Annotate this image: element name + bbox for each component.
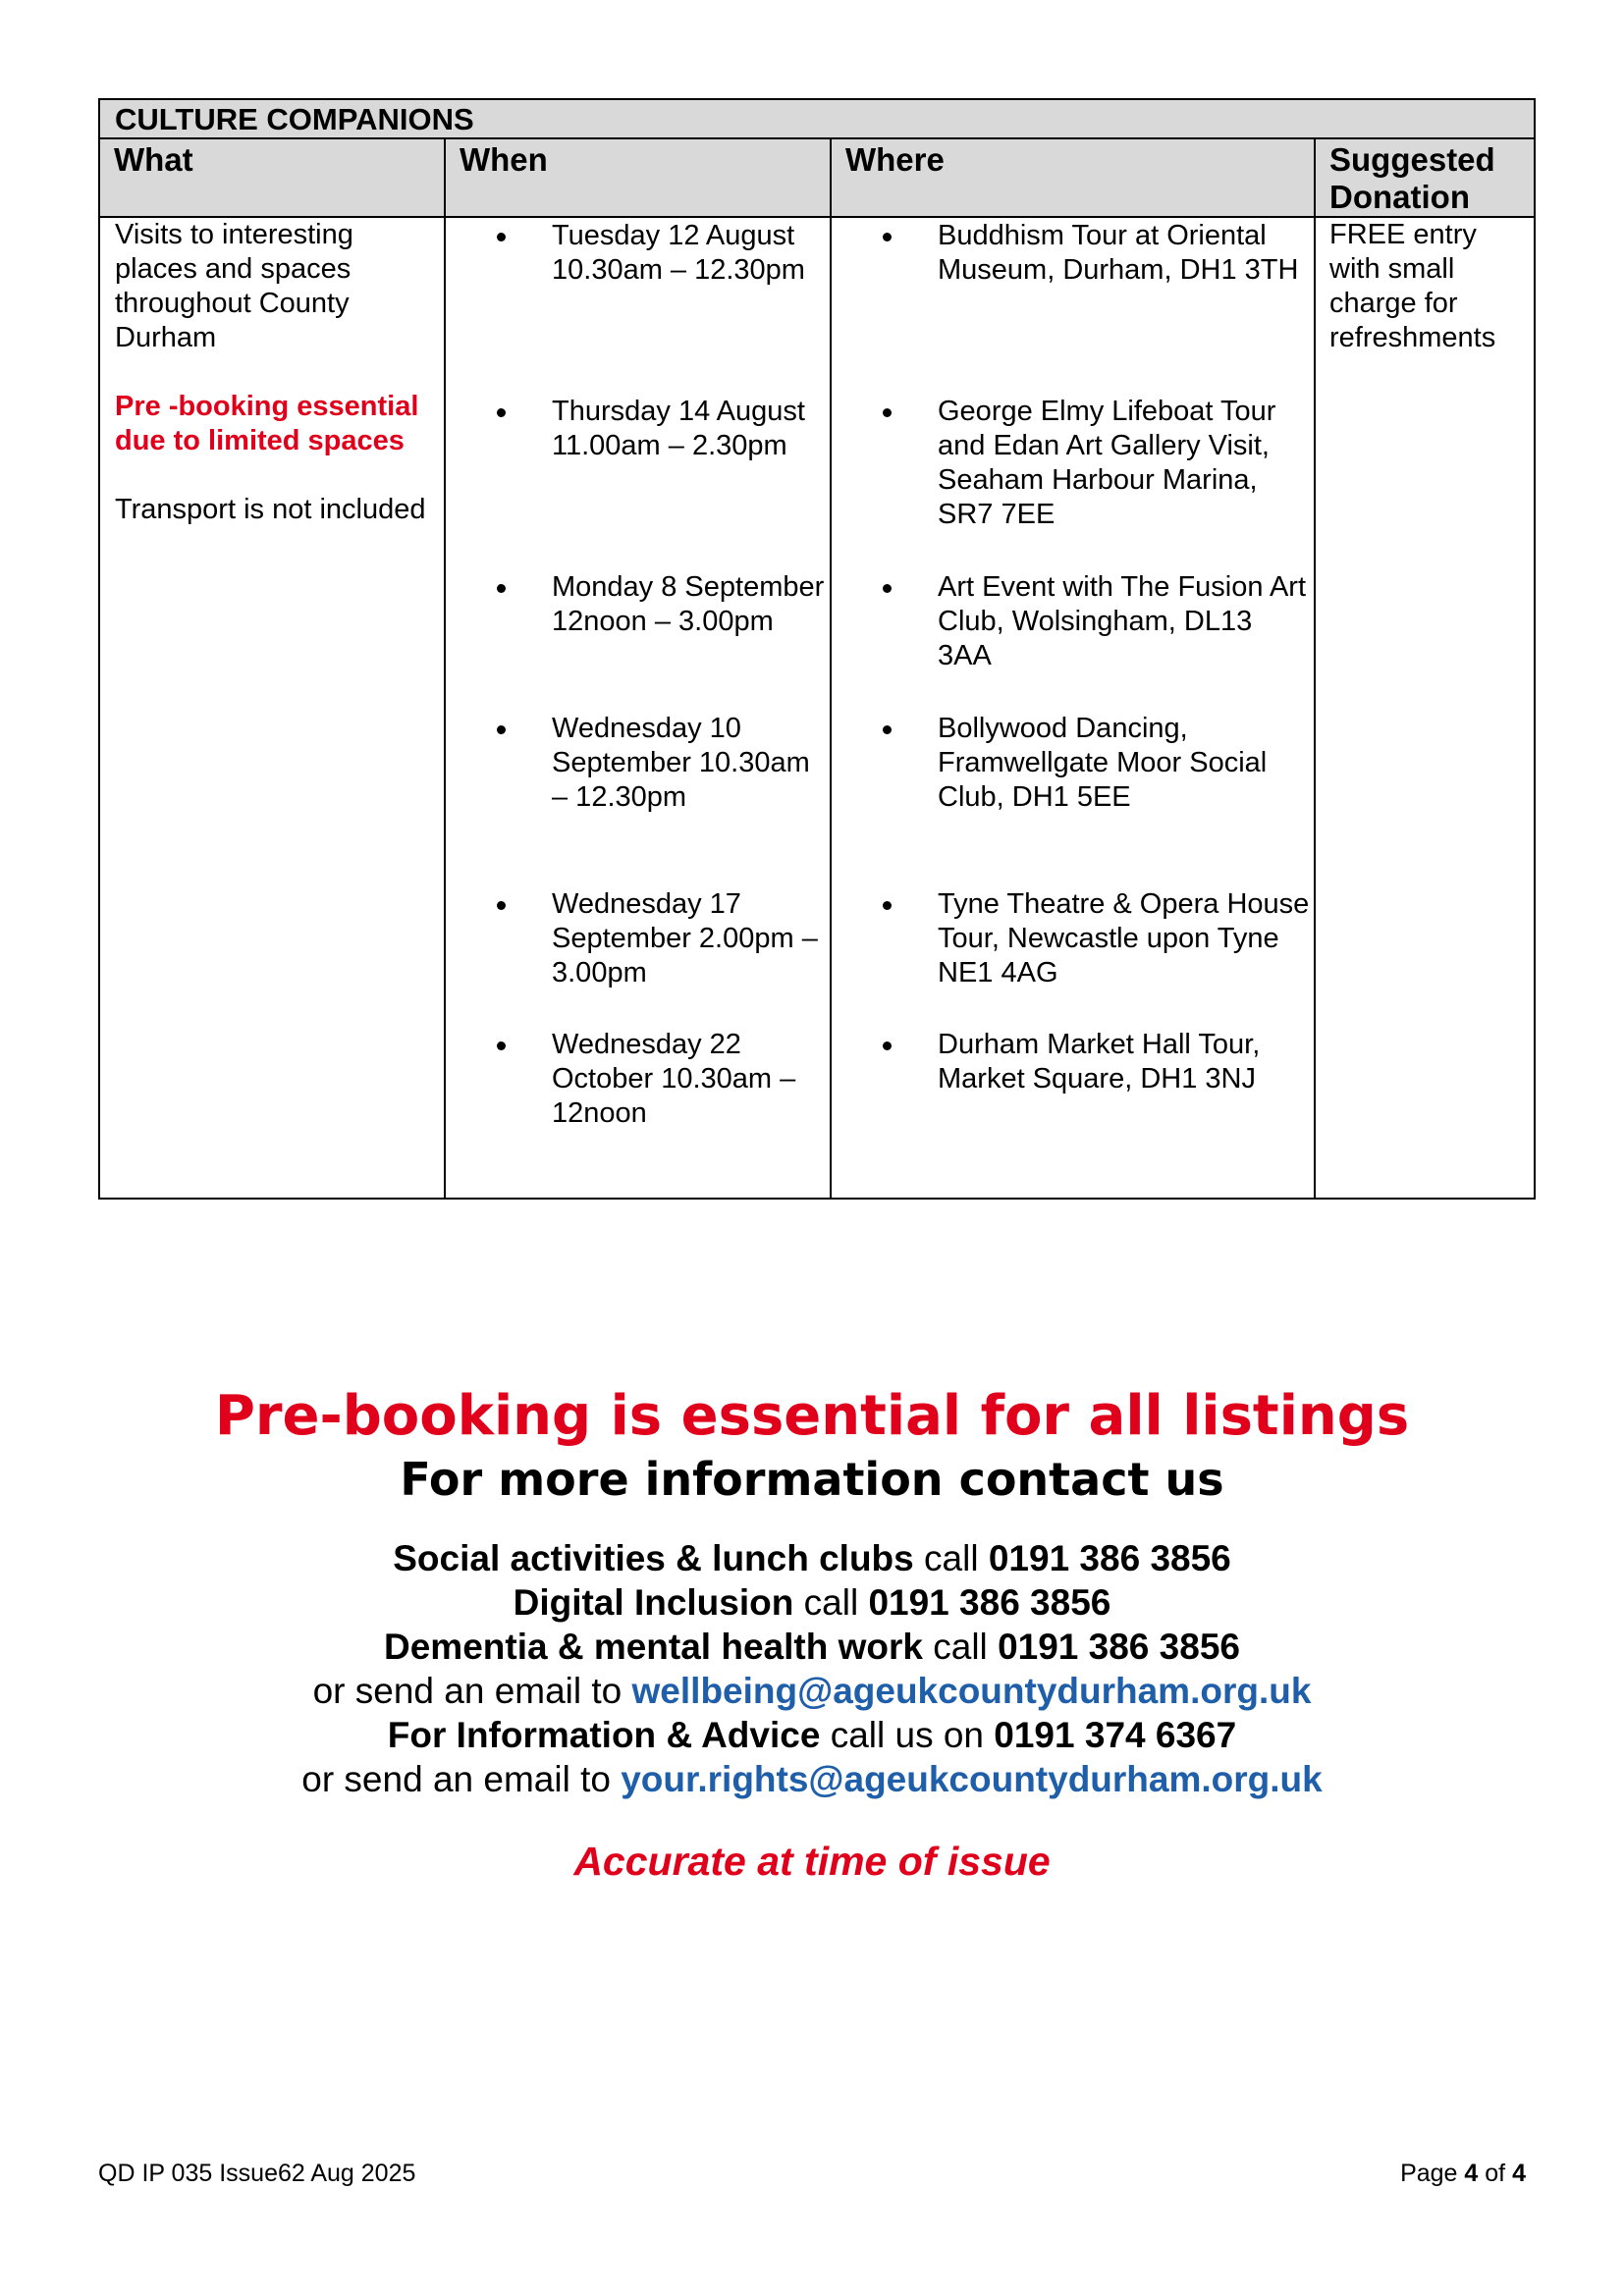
contact-line-info: For Information & Advice call us on 0191 374 6367 <box>387 1715 1237 1755</box>
list-item: George Elmy Lifeboat Tour and Edan Art Gallery Visit, Seaham Harbour Marina, SR7 7EE <box>832 395 1311 532</box>
contact-line-email2: or send an email to your.rights@ageukcountydurham.org.uk <box>301 1759 1323 1799</box>
contact-subheadline: For more information contact us <box>400 1453 1224 1506</box>
list-item: Wednesday 22 October 10.30am – 12noon <box>446 1028 827 1131</box>
contact-line-email1: or send an email to wellbeing@ageukcountydurham.org.uk <box>312 1671 1312 1711</box>
bullet-icon <box>883 725 892 734</box>
list-item: Durham Market Hall Tour, Market Square, DH1 3NJ <box>832 1028 1311 1096</box>
prebooking-headline: Pre-booking is essential for all listings <box>214 1384 1410 1448</box>
bullet-icon <box>497 901 506 910</box>
column-divider <box>1314 139 1316 1198</box>
bullet-icon <box>497 1041 506 1050</box>
header-donation: Suggested Donation <box>1316 139 1534 218</box>
donation-cell: FREE entry with small charge for refreshments <box>1329 219 1496 353</box>
table-title: CULTURE COMPANIONS <box>100 100 1534 139</box>
header-what: What <box>100 139 446 218</box>
list-item: Art Event with The Fusion Art Club, Wolsingham, DL13 3AA <box>832 570 1311 673</box>
contact-line-dementia: Dementia & mental health work call 0191 386 3856 <box>384 1627 1240 1667</box>
list-item: Thursday 14 August 11.00am – 2.30pm <box>446 395 827 463</box>
what-cell <box>115 218 429 561</box>
header-when: When <box>446 139 832 218</box>
list-item: Monday 8 September 12noon – 3.00pm <box>446 570 827 639</box>
wellbeing-email-link[interactable]: wellbeing@ageukcountydurham.org.uk <box>631 1671 1312 1711</box>
list-item: Tuesday 12 August 10.30am – 12.30pm <box>446 219 827 288</box>
bullet-icon <box>883 233 892 241</box>
bullet-icon <box>497 725 506 734</box>
accuracy-note: Accurate at time of issue <box>573 1839 1051 1884</box>
contact-block <box>0 1536 1624 1801</box>
culture-companions-table <box>98 98 1536 1200</box>
list-item: Buddhism Tour at Oriental Museum, Durham, DH1 3TH <box>832 219 1311 288</box>
contact-line-social: Social activities & lunch clubs call 0191 386 3856 <box>393 1538 1231 1578</box>
booking-note: Pre -booking essential due to limited spaces <box>115 391 419 456</box>
transport-note: Transport is not included <box>115 494 426 525</box>
list-item: Wednesday 10 September 10.30am – 12.30pm <box>446 712 827 815</box>
list-item: Bollywood Dancing, Framwellgate Moor Social Club, DH1 5EE <box>832 712 1311 815</box>
page-number: Page 4 of 4 <box>1400 2160 1526 2187</box>
list-item: Wednesday 17 September 2.00pm – 3.00pm <box>446 887 827 990</box>
bullet-icon <box>497 584 506 593</box>
bullet-icon <box>883 584 892 593</box>
rights-email-link[interactable]: your.rights@ageukcountydurham.org.uk <box>621 1759 1323 1799</box>
bullet-icon <box>883 408 892 417</box>
bullet-icon <box>883 901 892 910</box>
bullet-icon <box>497 233 506 241</box>
list-item: Tyne Theatre & Opera House Tour, Newcastle upon Tyne NE1 4AG <box>832 887 1311 990</box>
contact-line-digital: Digital Inclusion call 0191 386 3856 <box>513 1582 1111 1623</box>
doc-reference: QD IP 035 Issue62 Aug 2025 <box>98 2160 416 2187</box>
header-where: Where <box>832 139 1316 218</box>
bullet-icon <box>883 1041 892 1050</box>
what-description: Visits to interesting places and spaces throughout County Durham <box>115 219 353 353</box>
bullet-icon <box>497 408 506 417</box>
